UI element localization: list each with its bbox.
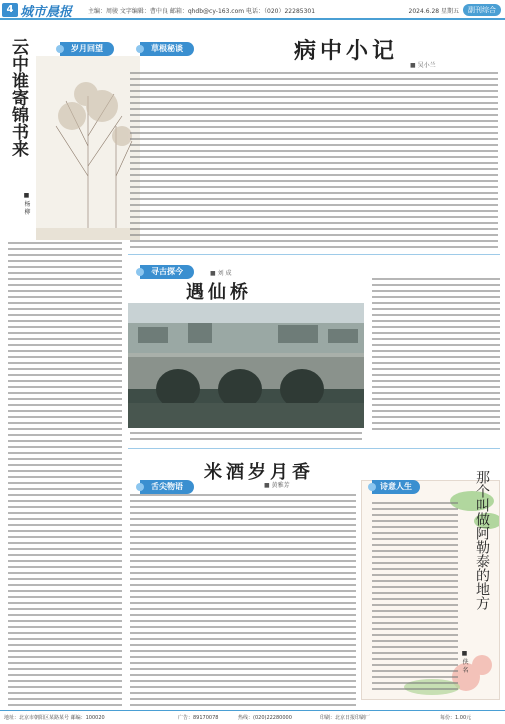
article-body-4 (130, 494, 356, 708)
column-tag-2: 草根秘谈 (140, 42, 194, 56)
article-author-2: ■ 吴小兰 (410, 62, 436, 69)
article-author-4: ■ 黄雅芳 (264, 482, 290, 489)
section-divider (128, 254, 500, 255)
article-title-5: 那个叫做阿勒泰的地方 (474, 470, 490, 610)
page-footer (0, 710, 505, 724)
column-tag-4: 舌尖物语 (140, 480, 194, 494)
column-tag-1: 岁月回望 (60, 42, 114, 56)
footer-hotline: 热线：(020)22280000 (238, 715, 292, 721)
column-tag-5: 诗意人生 (372, 480, 420, 494)
article-author-3: ■ 刘 成 (210, 270, 232, 277)
article-title-4: 米酒岁月香 (204, 462, 314, 483)
footer-ad-phone: 广告：89170078 (178, 715, 219, 721)
article-body-1 (8, 242, 122, 708)
tree-illustration (36, 56, 140, 240)
column-tag-3: 寻古探今 (140, 265, 194, 279)
masthead (0, 0, 505, 20)
issue-date: 2024.6.28 星期五 (408, 8, 459, 15)
article-body-3-right (372, 278, 500, 434)
article-title-1: 云中谁寄锦书来 (8, 38, 28, 157)
editor-info: 主编：周骏 文字编辑：曹中良 邮箱：qhdb@cy-163.com 电话：（020）22285301 (88, 8, 316, 15)
page-number: 4 (2, 3, 18, 17)
footer-printer: 印刷：北京日报印刷厂 (320, 715, 371, 721)
section-badge: 副刊综合 (463, 4, 501, 16)
bridge-photo (128, 303, 364, 428)
footer-price: 每份：1.00元 (440, 715, 472, 721)
article-author-5: ■ 佚 名 (461, 650, 468, 673)
article-author-1: ■ 杨 柳 (23, 192, 30, 215)
section-divider-2 (128, 448, 500, 449)
article-body-2 (130, 72, 498, 250)
footer-address: 地址：北京市朝阳区某路某号 邮编：100020 (4, 715, 105, 721)
poem-body (372, 502, 458, 692)
article-title-3: 遇仙桥 (186, 282, 252, 303)
article-title-2: 病中小记 (294, 38, 399, 64)
article-body-3-bottom (130, 432, 362, 444)
newspaper-brand: 城市晨报 (20, 5, 73, 20)
